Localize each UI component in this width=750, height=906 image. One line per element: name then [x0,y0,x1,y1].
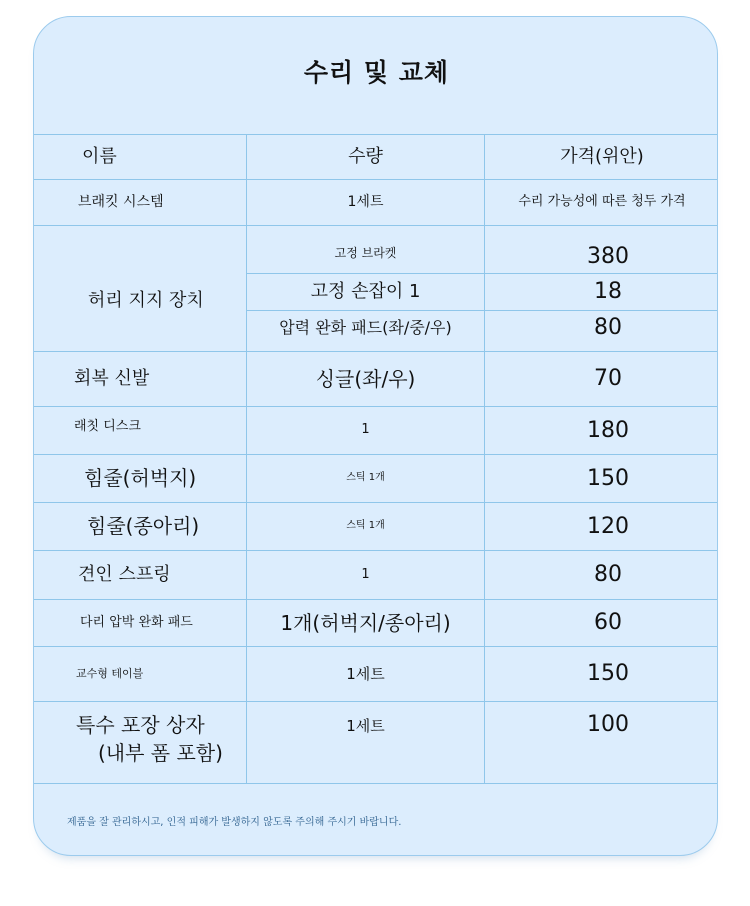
row-divider [34,783,718,784]
row-name-box-line2: (내부 폼 포함) [98,740,223,765]
care-notice: 제품을 잘 관리하시고, 인적 피해가 발생하지 않도록 주의해 주시기 바랍니다. [67,816,402,828]
header-qty: 수량 [348,145,383,167]
row-name-table: 교수형 테이블 [76,667,144,681]
row-name-strap-thigh: 힘줄(허벅지) [84,466,197,490]
row-name-waist: 허리 지지 장치 [88,290,204,311]
row-qty-waist-1: 고정 브라켓 [334,246,397,260]
row-divider [34,701,718,702]
row-qty-strap-calf: 스틱 1개 [346,520,385,532]
row-price-bracket: 수리 가능성에 따른 청두 가격 [518,194,686,210]
row-price-strap-thigh: 150 [587,465,629,491]
row-qty-box: 1세트 [346,716,385,735]
row-price-waist-2: 18 [594,279,622,305]
row-qty-strap-thigh: 스틱 1개 [346,472,385,484]
row-name-bracket: 브래킷 시스템 [78,193,164,210]
row-name-spring: 견인 스프링 [78,563,171,585]
row-price-table: 150 [587,661,629,687]
row-price-ratchet: 180 [587,417,629,443]
repair-price-card [33,16,718,856]
row-price-spring: 80 [594,562,622,588]
header-price: 가격(위안) [560,145,644,167]
row-name-shoe: 회복 신발 [74,367,150,389]
row-price-waist-3: 80 [594,315,622,341]
row-price-box: 100 [587,712,629,738]
row-qty-leg-pad: 1개(허벅지/종아리) [280,610,451,635]
row-qty-table: 1세트 [346,664,385,683]
row-qty-shoe: 싱글(좌/우) [315,366,416,391]
row-qty-spring: 1 [361,566,370,582]
row-price-shoe: 70 [594,366,622,392]
row-price-leg-pad: 60 [594,610,622,636]
row-qty-waist-2: 고정 손잡이 1 [310,280,421,302]
row-price-strap-calf: 120 [587,513,629,539]
row-price-waist-1: 380 [587,243,629,269]
row-qty-bracket: 1세트 [347,193,384,210]
row-qty-ratchet: 1 [361,422,370,438]
row-name-strap-calf: 힘줄(종아리) [87,514,200,538]
row-name-leg-pad: 다리 압박 완화 패드 [80,614,193,630]
row-name-ratchet: 래칫 디스크 [74,419,141,434]
header-name: 이름 [82,145,117,167]
row-qty-waist-3: 압력 완화 패드(좌/중/우) [279,318,452,337]
row-name-box-line1: 특수 포장 상자 [76,712,205,737]
page-title: 수리 및 교체 [303,58,450,88]
